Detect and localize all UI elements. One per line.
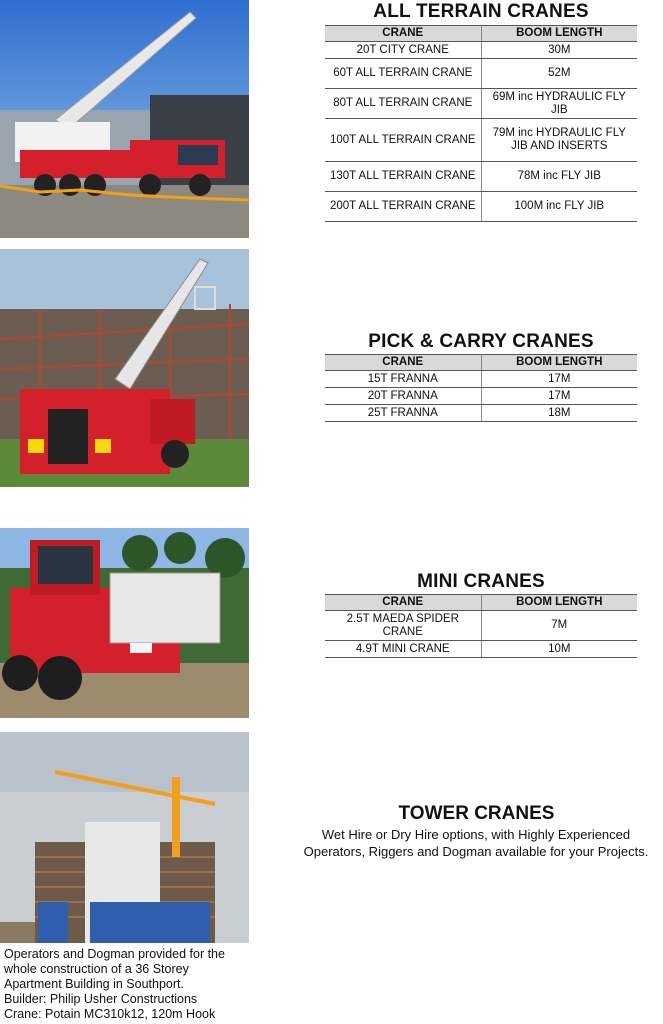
crane-cell: 60T ALL TERRAIN CRANE (325, 59, 481, 89)
table-row (325, 405, 637, 422)
description-line: Wet Hire or Dry Hire options, with Highly Experienced (321, 827, 631, 842)
crane-column-header: CRANE (325, 595, 481, 611)
caption-line: Apartment Building in Southport. (4, 977, 184, 991)
crane-cell: 200T ALL TERRAIN CRANE (325, 192, 481, 222)
all-terrain-crane-photo (0, 0, 249, 238)
table-row (325, 89, 637, 119)
table-row (325, 162, 637, 192)
crane-cell: 100T ALL TERRAIN CRANE (325, 119, 481, 162)
boom-length-column-header: BOOM LENGTH (481, 26, 637, 42)
boom-cell: 17M (481, 371, 637, 388)
table-row (325, 388, 637, 405)
crane-cell: 4.9T MINI CRANE (325, 641, 481, 658)
mini-crane-photo (0, 528, 249, 718)
crane-column-header: CRANE (325, 355, 481, 371)
mini-cranes-title: MINI CRANES (417, 571, 545, 592)
table-row (325, 59, 637, 89)
pick-and-carry-crane-photo (0, 249, 249, 487)
table-row (325, 641, 637, 658)
boom-cell: 18M (481, 405, 637, 422)
tower-photo-caption (4, 947, 256, 1022)
boom-cell: 69M inc HYDRAULIC FLY JIB (481, 89, 637, 119)
all-terrain-title: ALL TERRAIN CRANES (373, 1, 589, 22)
table-header-row (325, 595, 637, 611)
caption-line: Builder: Philip Usher Constructions (4, 992, 198, 1006)
boom-cell: 78M inc FLY JIB (481, 162, 637, 192)
tower-crane-photo (0, 732, 249, 943)
crane-cell: 20T CITY CRANE (325, 42, 481, 59)
boom-cell: 79M inc HYDRAULIC FLY JIB AND INSERTS (481, 119, 637, 162)
table-row (325, 371, 637, 388)
boom-cell: 52M (481, 59, 637, 89)
table-row (325, 611, 637, 641)
crane-column-header: CRANE (325, 26, 481, 42)
mini-cranes-table (325, 594, 637, 658)
boom-cell: 30M (481, 42, 637, 59)
boom-length-column-header: BOOM LENGTH (481, 355, 637, 371)
boom-cell: 7M (481, 611, 637, 641)
crane-cell: 20T FRANNA (325, 388, 481, 405)
boom-cell: 17M (481, 388, 637, 405)
table-row (325, 119, 637, 162)
all-terrain-table (325, 25, 637, 222)
caption-line: whole construction of a 36 Storey (4, 962, 189, 976)
table-header-row (325, 26, 637, 42)
crane-cell: 80T ALL TERRAIN CRANE (325, 89, 481, 119)
tower-cranes-title: TOWER CRANES (398, 803, 555, 824)
boom-cell: 10M (481, 641, 637, 658)
table-row (325, 42, 637, 59)
caption-line: Crane: Potain MC310k12, 120m Hook (4, 1007, 216, 1021)
boom-length-column-header: BOOM LENGTH (481, 595, 637, 611)
table-row (325, 192, 637, 222)
pick-carry-title: PICK & CARRY CRANES (368, 331, 594, 352)
crane-cell: 25T FRANNA (325, 405, 481, 422)
boom-cell: 100M inc FLY JIB (481, 192, 637, 222)
crane-cell: 2.5T MAEDA SPIDER CRANE (325, 611, 481, 641)
tower-cranes-description (285, 826, 663, 860)
table-header-row (325, 355, 637, 371)
description-line: Operators, Riggers and Dogman available for your Projects. (303, 844, 649, 859)
crane-cell: 130T ALL TERRAIN CRANE (325, 162, 481, 192)
pick-carry-table (325, 354, 637, 422)
crane-cell: 15T FRANNA (325, 371, 481, 388)
caption-line: Operators and Dogman provided for the (4, 947, 225, 961)
